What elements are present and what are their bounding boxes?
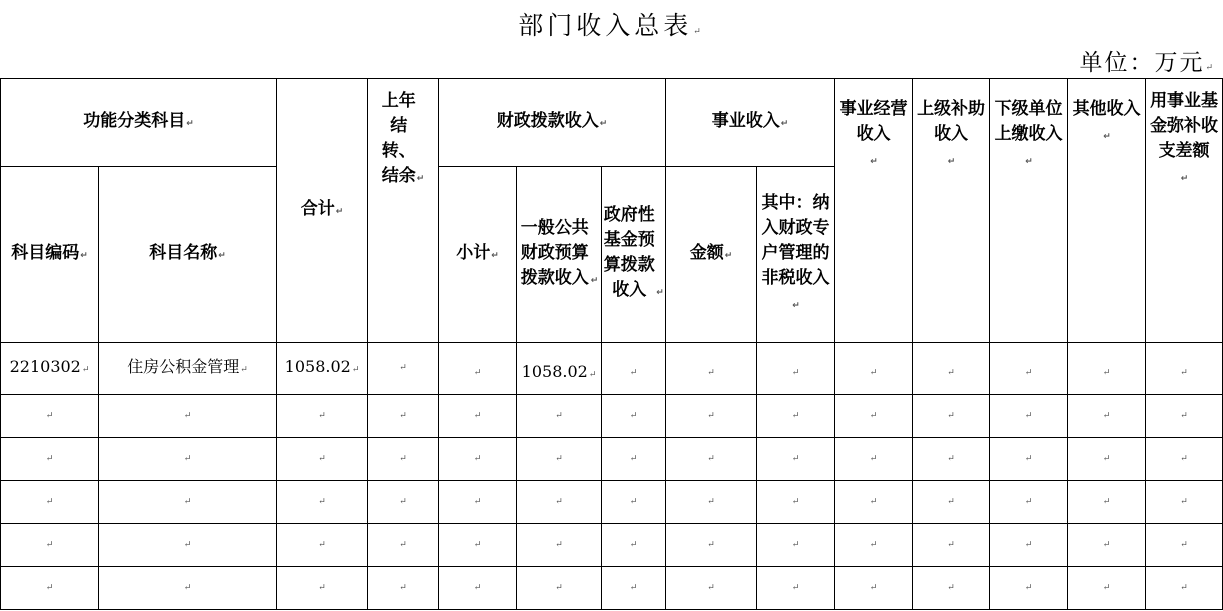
empty-cell: ↵: [602, 438, 666, 481]
empty-cell: ↵: [1068, 567, 1146, 610]
table-row: [1, 524, 1223, 567]
header-business: 事业收入↵: [666, 79, 835, 167]
empty-cell: ↵: [1068, 395, 1146, 438]
empty-cell: ↵: [666, 395, 757, 438]
empty-cell: ↵: [913, 567, 990, 610]
cell-subsidy: ↵: [913, 343, 990, 395]
empty-cell: ↵: [913, 481, 990, 524]
header-lower-payment: 下级单位上缴收入↵: [990, 79, 1068, 343]
empty-cell: ↵: [835, 567, 913, 610]
header-fiscal-subtotal: 小计↵: [439, 167, 517, 343]
page-title: 部门收入总表↵: [518, 11, 705, 40]
empty-cell: ↵: [990, 481, 1068, 524]
table-row: [1, 438, 1223, 481]
empty-cell: ↵: [913, 524, 990, 567]
empty-cell: ↵: [990, 395, 1068, 438]
empty-cell: ↵: [1146, 438, 1223, 481]
table-row: [1, 481, 1223, 524]
empty-cell: ↵: [439, 438, 517, 481]
header-general-budget: 一般公共财政预算拨款收入 ↵: [517, 167, 602, 343]
cell-carryover: ↵: [368, 343, 439, 395]
empty-cell: ↵: [517, 481, 602, 524]
empty-cell: ↵: [1146, 395, 1223, 438]
empty-cell: ↵: [368, 481, 439, 524]
empty-cell: ↵: [439, 395, 517, 438]
header-amount: 金额↵: [666, 167, 757, 343]
empty-cell: ↵: [99, 395, 277, 438]
empty-cell: ↵: [517, 438, 602, 481]
empty-cell: ↵: [913, 438, 990, 481]
table-row: [1, 395, 1223, 438]
empty-cell: ↵: [990, 438, 1068, 481]
empty-cell: ↵: [1146, 524, 1223, 567]
cell-lower-payment: ↵: [990, 343, 1068, 395]
cell-code: 2210302↵: [1, 343, 99, 395]
empty-cell: ↵: [439, 567, 517, 610]
empty-cell: ↵: [277, 481, 368, 524]
cell-including: ↵: [757, 343, 835, 395]
empty-cell: ↵: [1, 524, 99, 567]
header-fiscal: 财政拨款收入↵: [439, 79, 666, 167]
cell-other: ↵: [1068, 343, 1146, 395]
empty-cell: ↵: [913, 395, 990, 438]
cell-fiscal-subtotal: ↵: [439, 343, 517, 395]
header-code: 科目编码↵: [1, 167, 99, 343]
empty-cell: ↵: [517, 395, 602, 438]
empty-cell: ↵: [517, 567, 602, 610]
empty-cell: ↵: [990, 524, 1068, 567]
header-total: 合计↵: [277, 79, 368, 343]
empty-cell: ↵: [1068, 438, 1146, 481]
empty-cell: ↵: [99, 524, 277, 567]
empty-cell: ↵: [368, 395, 439, 438]
empty-cell: ↵: [602, 524, 666, 567]
header-other: 其他收入↵: [1068, 79, 1146, 343]
header-func-category: 功能分类科目↵: [1, 79, 277, 167]
empty-cell: ↵: [99, 567, 277, 610]
header-carryover: 上年结转、结余↵: [368, 79, 439, 343]
empty-cell: ↵: [277, 395, 368, 438]
empty-cell: ↵: [277, 438, 368, 481]
header-fund-makeup: 用事业基金弥补收支差额↵: [1146, 79, 1223, 343]
empty-cell: ↵: [1146, 481, 1223, 524]
empty-cell: ↵: [1, 567, 99, 610]
empty-cell: ↵: [835, 395, 913, 438]
empty-cell: ↵: [602, 481, 666, 524]
empty-cell: ↵: [990, 567, 1068, 610]
empty-rows: [1, 395, 1223, 610]
cell-amount: ↵: [666, 343, 757, 395]
cell-general-budget: 1058.02↵: [517, 343, 602, 395]
empty-cell: ↵: [757, 524, 835, 567]
cell-gov-fund: ↵: [602, 343, 666, 395]
cell-total: 1058.02↵: [277, 343, 368, 395]
empty-cell: ↵: [277, 524, 368, 567]
header-name: 科目名称↵: [99, 167, 277, 343]
empty-cell: ↵: [602, 395, 666, 438]
empty-cell: ↵: [835, 524, 913, 567]
income-table: [0, 78, 1223, 610]
empty-cell: ↵: [368, 567, 439, 610]
empty-cell: ↵: [666, 567, 757, 610]
empty-cell: ↵: [1, 481, 99, 524]
empty-cell: ↵: [666, 438, 757, 481]
empty-cell: ↵: [757, 481, 835, 524]
empty-cell: ↵: [1, 438, 99, 481]
header-including: 其中：纳入财政专户管理的非税收入↵: [757, 167, 835, 343]
empty-cell: ↵: [1, 395, 99, 438]
empty-cell: ↵: [757, 395, 835, 438]
empty-cell: ↵: [277, 567, 368, 610]
cell-operating: ↵: [835, 343, 913, 395]
empty-cell: ↵: [439, 524, 517, 567]
table-row: [1, 343, 1223, 395]
header-gov-fund: 政府性基金预算拨款收入 ↵: [602, 167, 666, 343]
empty-cell: ↵: [517, 524, 602, 567]
empty-cell: ↵: [439, 481, 517, 524]
empty-cell: ↵: [757, 438, 835, 481]
table-row: [1, 567, 1223, 610]
empty-cell: ↵: [666, 481, 757, 524]
empty-cell: ↵: [1068, 524, 1146, 567]
empty-cell: ↵: [757, 567, 835, 610]
empty-cell: ↵: [368, 524, 439, 567]
empty-cell: ↵: [835, 481, 913, 524]
empty-cell: ↵: [99, 438, 277, 481]
empty-cell: ↵: [602, 567, 666, 610]
empty-cell: ↵: [835, 438, 913, 481]
cell-name: 住房公积金管理↵: [99, 343, 277, 395]
empty-cell: ↵: [1146, 567, 1223, 610]
header-subsidy: 上级补助收入↵: [913, 79, 990, 343]
empty-cell: ↵: [368, 438, 439, 481]
empty-cell: ↵: [99, 481, 277, 524]
empty-cell: ↵: [1068, 481, 1146, 524]
empty-cell: ↵: [666, 524, 757, 567]
header-operating: 事业经营收入↵: [835, 79, 913, 343]
unit-label: 单位：万元↵: [1079, 50, 1215, 76]
cell-fund-makeup: ↵: [1146, 343, 1223, 395]
